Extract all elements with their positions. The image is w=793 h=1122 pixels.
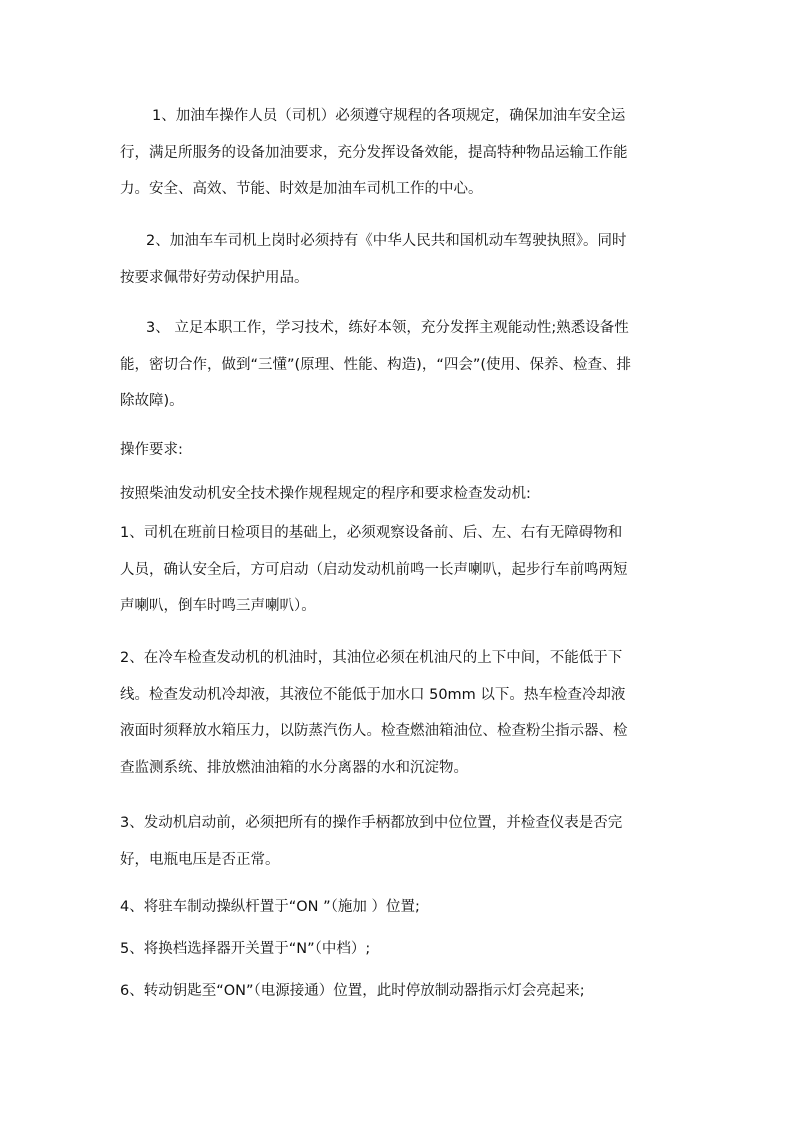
paragraph-5 xyxy=(120,476,680,513)
paragraph-line: 液面时须释放水箱压力，以防蒸汽伤人。检查燃油箱油位、检查粉尘指示器、检 xyxy=(120,723,628,739)
paragraph-1 xyxy=(120,98,680,208)
paragraph-11 xyxy=(120,973,680,1010)
paragraph-line: 好，电瓶电压是否正常。 xyxy=(120,851,280,868)
paragraph-line: 查监测系统、排放燃油油箱的水分离器的水和沉淀物。 xyxy=(120,759,468,776)
paragraph-line: 1、加油车操作人员（司机）必须遵守规程的各项规定，确保加油车安全运 xyxy=(152,108,626,124)
paragraph-6 xyxy=(120,515,680,625)
paragraph-3 xyxy=(120,310,680,420)
paragraph-line: 人员，确认安全后，方可启动（启动发动机前鸣一长声喇叭，起步行车前鸣两短 xyxy=(120,561,628,578)
paragraph-line: 按要求佩带好劳动保护用品。 xyxy=(120,269,309,286)
paragraph-line: 1、司机在班前日检项目的基础上，必须观察设备前、后、左、右有无障碍物和 xyxy=(120,525,623,541)
paragraph-10 xyxy=(120,931,680,968)
paragraph-line: 5、将换档选择器开关置于“N”（中档）; xyxy=(120,941,371,957)
section-heading-operation-requirements xyxy=(120,432,680,469)
paragraph-7 xyxy=(120,640,680,786)
paragraph-9 xyxy=(120,889,680,926)
paragraph-line: 行，满足所服务的设备加油要求，充分发挥设备效能，提高特种物品运输工作能 xyxy=(120,144,628,161)
paragraph-8 xyxy=(120,805,680,878)
paragraph-2 xyxy=(120,223,680,296)
paragraph-line: 力。安全、高效、节能、时效是加油车司机工作的中心。 xyxy=(120,181,483,197)
paragraph-line: 能，密切合作，做到“三懂”(原理、性能、构造)，“四会”(使用、保养、检查、排 xyxy=(120,356,632,373)
paragraph-line: 3、 立足本职工作，学习技术，练好本领，充分发挥主观能动性;熟悉设备性 xyxy=(146,320,629,336)
paragraph-line: 4、将驻车制动操纵杆置于“ON ”（施加 ）位置; xyxy=(120,899,420,915)
paragraph-line: 操作要求: xyxy=(120,442,183,458)
paragraph-line: 除故障)。 xyxy=(120,393,184,409)
paragraph-line: 6、转动钥匙至“ON”（电源接通）位置，此时停放制动器指示灯会亮起来; xyxy=(120,983,585,999)
paragraph-line: 按照柴油发动机安全技术操作规程规定的程序和要求检查发动机: xyxy=(120,486,531,502)
paragraph-line: 线。检查发动机冷却液，其液位不能低于加水口 50mm 以下。热车检查冷却液 xyxy=(120,686,626,703)
paragraph-line: 2、在冷车检查发动机的机油时，其油位必须在机油尺的上下中间，不能低于下 xyxy=(120,650,623,666)
paragraph-line: 声喇叭，倒车时鸣三声喇叭）。 xyxy=(120,598,316,614)
paragraph-line: 3、发动机启动前，必须把所有的操作手柄都放到中位位置，并检查仪表是否完 xyxy=(120,815,623,831)
paragraph-line: 2、加油车车司机上岗时必须持有《中华人民共和国机动车驾驶执照》。同时 xyxy=(146,233,627,249)
